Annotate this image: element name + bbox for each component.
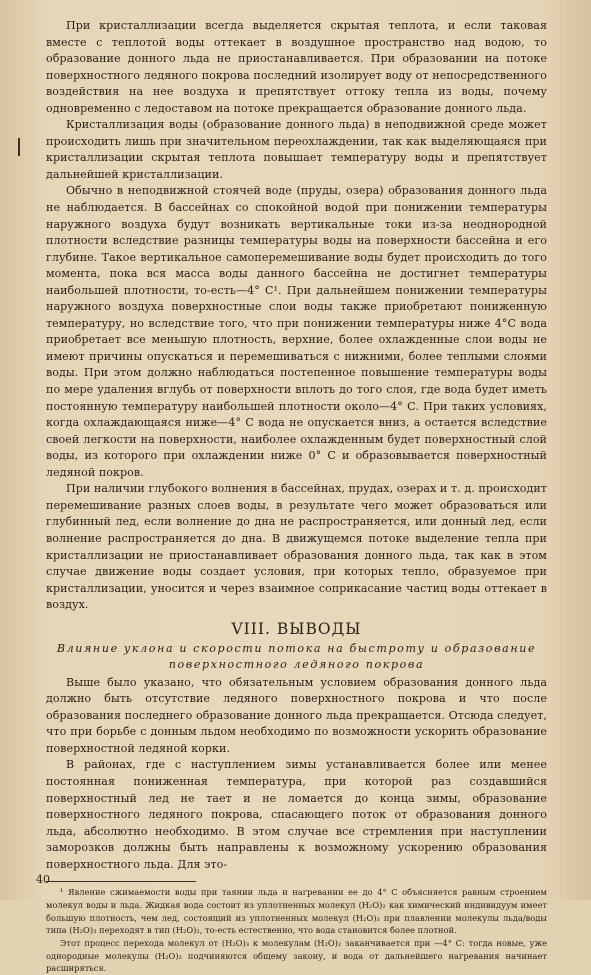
page-number: 40 (36, 873, 50, 886)
section-subheading: Влияние уклона и скорости потока на быстроту и образование поверхностного ледяного покрова (56, 641, 537, 671)
margin-mark (18, 138, 20, 156)
footnote-1: ¹ Явление сжимаемости воды при таянии льда и нагревании ее до 4° C объясняется равным строением молекул воды и льда. Жидкая вода состоит из уплотненных молекул (H₂O)₂ как химический индивидуум имеет большую плотность, чем лед, состоящий из уплотненных молекул (H₂O)₃ при плавлении молекулы льда/воды типа (H₂O)₃ переходят в тип (H₂O)₂, то-есть естественно, что вода становится более плотной. (46, 887, 547, 936)
paragraph-4: При наличии глубокого волнения в бассейнах, прудах, озерах и т. д. происходит перемешивание разных слоев воды, в результате чего может образоваться или глубинный лед, если волнение до дна не распространяется, или донный лед, если волнение распространяется до дна. В движущемся потоке выделение тепла при кристаллизации не приостанавливает образования донного льда, так как в этом случае движение воды создает условия, при которых тепло, образуемое при кристаллизации, уносится и через взаимное соприкасание частиц воды оттекает в воздух. (46, 482, 547, 612)
paragraph-1: При кристаллизации всегда выделяется скрытая теплота, и если таковая вместе с теплотой воды оттекает в воздушное пространство над водою, то образование донного льда не приостанавливается. При образовании на потоке поверхностного ледяного покрова последний изолирует воду от непосредственного воздействия на нее воздуха и препятствует оттоку тепла из воды, почему одновременно с ледоставом на потоке прекращается образование донного льда. (46, 19, 547, 115)
paragraph-5: Выше было указано, что обязательным условием образования донного льда должно быть отсутствие ледяного поверхностного покрова и что после образования последнего образование донного льда прекращается. Отсюда следует, что при борьбе с донным льдом необходимо по возможности ускорить образование поверхностной ледяной корки. (46, 675, 547, 755)
paragraph-6: В районах, где с наступлением зимы устанавливается более или менее постоянная пониженная температура, при которой раз создавшийся поверхностный лед не тает и не ломается до конца зимы, образование поверхностного ледяного покрова, спасающего поток от образования донного льда, абсолютно необходимо. В этом случае все стремления при наступлении заморозков должны быть направлены к возможному ускорению образования поверхностного льда. Для это- (46, 758, 547, 871)
paragraph-2: Кристаллизация воды (образование донного льда) в неподвижной среде может происходить лишь при значительном переохлаждении, так как выделяющаяся при кристаллизации скрытая теплота повышает температуру воды и препятствует дальнейшей кристаллизации. (46, 118, 547, 181)
footnote-divider (46, 881, 196, 882)
footnote-2: Этот процесс перехода молекул от (H₂O)₃ к молекулам (H₂O)₂ заканчивается при —4° C: тогда новые, уже однородные молекулы (H₂O)₂ подчиняются общему закону, и вода от дальнейшего нагревания начинает расширяться. (46, 938, 547, 974)
section-heading: VIII. ВЫВОДЫ (231, 619, 362, 638)
paragraph-3: Обычно в неподвижной стоячей воде (пруды, озера) образования донного льда не наблюдается. В бассейнах со спокойной водой при понижении температуры наружного воздуха будут возникать вертикальные токи из-за неоднородной плотности вследствие разницы температуры воды на поверхности бассейна и его глубине. Такое вертикальное самоперемешивание воды будет происходить до того момента, пока вся масса воды данного бассейна не достигнет температуры наибольшей плотности, то-есть—4° C¹. При дальнейшем понижении температуры наружного воздуха поверхностные слои воды также приобретают пониженную температуру, но вследствие того, что при понижении температуры ниже 4°C вода приобретает все меньшую плотность, верхние, более охлажденные слои воды не имеют причины опускаться и перемешиваться с нижними, более теплыми слоями воды. При этом должно наблюдаться постепенное повышение температуры воды по мере удаления вглубь от поверхности вплоть до того слоя, где вода будет иметь постоянную температуру наибольшей плотности около—4° C. При таких условиях, когда охлаждающаяся ниже—4° C вода не опускается вниз, а остается вследствие своей легкости на поверхности, наиболее охлажденным будет поверхностный слой воды, из которого при охлаждении ниже 0° C и образовывается поверхностный ледяной покров. (46, 184, 547, 479)
